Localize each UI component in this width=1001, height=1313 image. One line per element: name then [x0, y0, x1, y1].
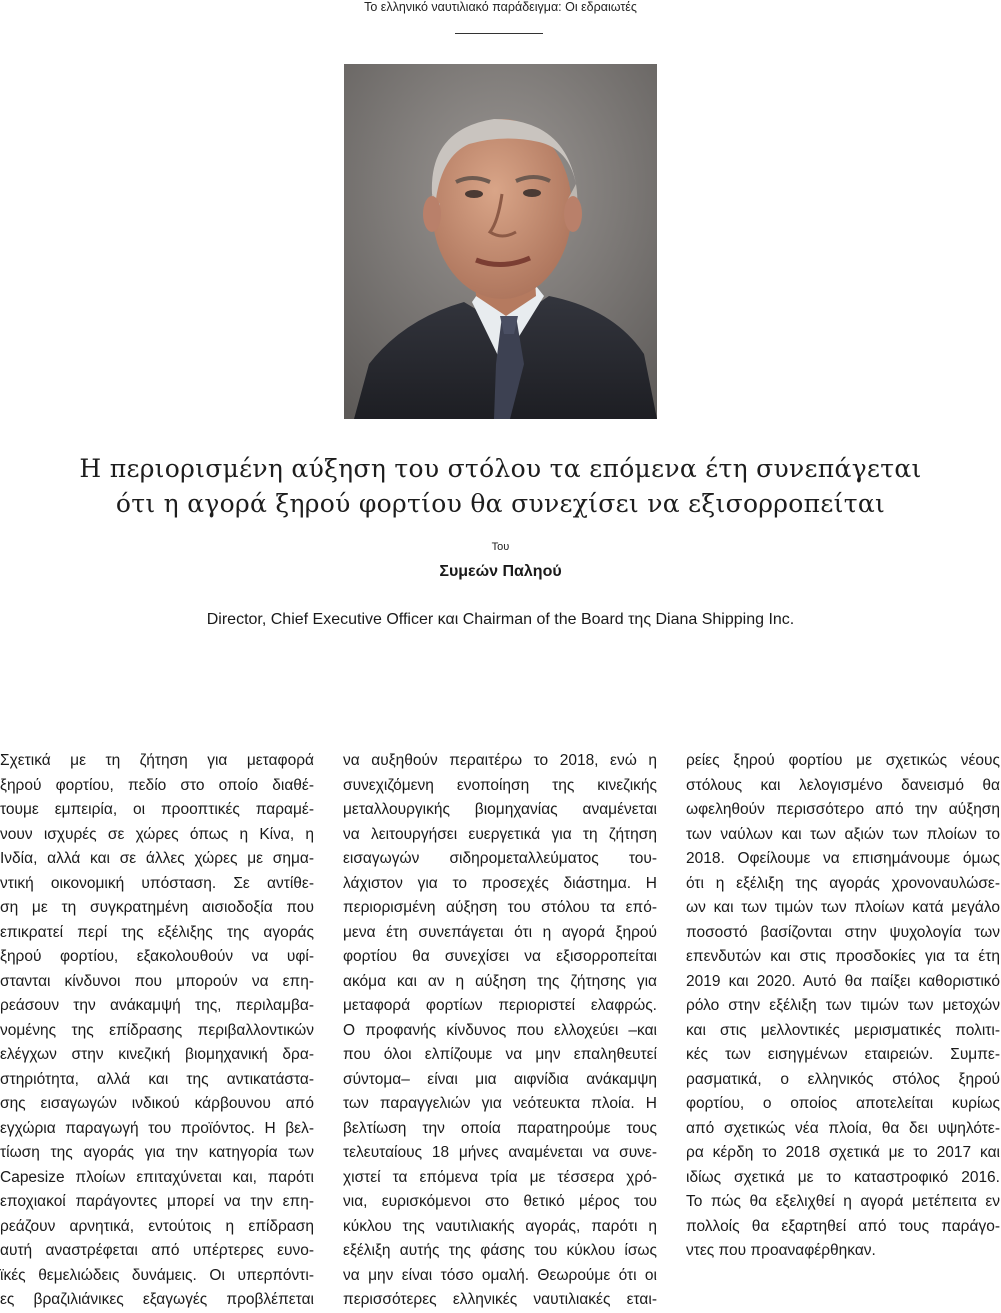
header-divider [455, 33, 543, 34]
text-line: ση με τη συγκρατημένη αισιοδοξία που [0, 899, 314, 916]
text-line: εποχιακοί παράγοντες μπορεί να την επη- [0, 1193, 314, 1210]
text-line: περιορισμένη αύξηση του στόλου τα επό- [343, 899, 657, 916]
text-line: φορτίου θα συνεχίσει να εξισορροπείται [343, 948, 657, 965]
text-line: αυτή αναστρέφεται από υπέρτερες ευνο- [0, 1242, 314, 1259]
text-line: από σχετικώς νέα πλοία, θα δει υψηλότε- [686, 1119, 1000, 1137]
text-line: νουν ισχυρές σε χώρες όπως η Κίνα, η [0, 825, 314, 843]
text-line: μεταφορά φορτίων περιοριστεί ελαφρώς. [343, 997, 657, 1014]
body-column-3 [686, 749, 1000, 1291]
title-line: Η περιορισμένη αύξηση του στόλου τα επόμενα έτη συνεπάγεται [79, 454, 922, 483]
text-line: κές των εισηγμένων εταιρειών. Συμπε- [686, 1046, 1000, 1063]
text-line: κύκλου της ναυτιλιακής αγοράς, παρότι η [343, 1217, 657, 1235]
text-line: ρα κέρδη το 2018 σχετικά με το 2017 και [686, 1144, 1000, 1161]
text-line: 2019 και 2020. Αυτό θα παίξει καθοριστικό [686, 972, 1000, 990]
text-line: και στις μελλοντικές μερισματικές πολιτι- [686, 1021, 1000, 1039]
text-line: των ναύλων και των αξιών των πλοίων το [686, 825, 1000, 843]
author-role: Director, Chief Executive Officer και Chairman of the Board της Diana Shipping Inc. [206, 611, 795, 628]
text-line: ξηρού φορτίου, εξακολουθούν να υφί- [0, 948, 314, 965]
text-line: των παραγγελιών για νεότευκτα πλοία. Η [343, 1095, 657, 1112]
text-line: στηριότητα, αλλά και της αντικατάστα- [0, 1070, 314, 1088]
text-line: ρεάσουν την ανάκαμψή της, περιλαμβα- [0, 997, 314, 1014]
text-line: 2018. Οφείλουμε να επισημάνουμε όμως [686, 850, 1000, 867]
text-line: σύντομα– είναι μια αιφνίδια ανάκαμψη [343, 1070, 657, 1088]
text-line: Σχετικά με τη ζήτηση για μεταφορά [0, 752, 314, 769]
text-line: ρόλο στην εξέλιξη των τιμών των μετοχών [686, 997, 1000, 1014]
text-line: λάχιστον για το προσεχές διάστημα. Η [343, 874, 657, 892]
text-line: ντες που προαναφέρθηκαν. [686, 1242, 876, 1259]
title-line: ότι η αγορά ξηρού φορτίου θα συνεχίσει να εξισορροπείται [115, 489, 886, 518]
text-line: Ινδία, αλλά και σε άλλες χώρες με σημα- [0, 850, 314, 867]
text-line: νια, ευρισκόμενοι στο θετικό μέρος του [343, 1193, 657, 1210]
text-line: μενα έτη συνεπάγεται ότι η αγορά ξηρού [343, 923, 657, 941]
text-line: ρεάζουν αρνητικά, εντούτοις η επίδραση [0, 1217, 314, 1235]
running-header: Το ελληνικό ναυτιλιακό παράδειγμα: Οι εδραιωτές [364, 0, 637, 14]
author-name: Συμεών Παληού [439, 563, 562, 580]
text-line: ντική οικονομική υπόσταση. Σε αντίθε- [0, 874, 314, 892]
text-line: ιδίως σχετικά με το καταστροφικό 2016. [686, 1168, 1000, 1186]
text-line: εξέλιξη αυτής της φάσης του κύκλου ίσως [343, 1242, 657, 1259]
portrait-illustration [344, 64, 657, 419]
text-line: στόλους και λελογισμένο δανεισμό θα [686, 776, 1000, 794]
text-line: επενδυτών και στις προσδοκίες για τα έτη [686, 948, 1000, 965]
text-line: ακόμα και αν η αύξηση της ζήτησης για [343, 972, 657, 990]
body-column-2 [343, 749, 657, 1308]
text-line: επικρατεί περί της εξέλιξης της αγοράς [0, 923, 314, 941]
text-line: τουμε εμπειρία, οι προοπτικές παραμέ- [0, 801, 314, 818]
text-line: ρείες ξηρού φορτίου με σχετικώς νέους [686, 752, 1000, 769]
text-line: Το πώς θα εξελιχθεί η αγορά μετέπειτα εν [686, 1193, 1000, 1210]
text-line: να μην είναι τόσο ομαλή. Θεωρούμε ότι οι [343, 1266, 657, 1284]
text-line: βελτίωση την οποία παρατηρούμε τους [343, 1119, 657, 1137]
text-line: εισαγωγών σιδηρομεταλλεύματος του- [343, 850, 657, 867]
text-line: να λειτουργήσει ευεργετικά για τη ζήτηση [343, 825, 657, 843]
text-line: στανται κίνδυνοι που μπορούν να επη- [0, 972, 314, 990]
text-line: ποσοστό βασίζονται στην ψυχολογία των [686, 923, 1000, 941]
text-line: τελευταίους 18 μήνες αναμένεται να συνε- [343, 1144, 657, 1161]
text-line: που όλοι ελπίζουμε να μην επαληθευτεί [343, 1046, 657, 1063]
text-line: χιστεί τα επόμενα τρία με τέσσερα χρό- [343, 1168, 657, 1186]
text-line: ϊκές θεμελιώδεις δυνάμεις. Οι υπερπόντι- [0, 1266, 314, 1284]
text-line: Capesize πλοίων επιταχύνεται και, παρότι [0, 1168, 314, 1186]
text-line: νομένης της επίδρασης περιβαλλοντικών [0, 1021, 314, 1039]
byline-label: Του [491, 541, 510, 553]
text-line: ωφεληθούν περισσότερο από την αύξηση [686, 801, 1000, 818]
article-title [0, 451, 1001, 521]
text-line: ότι η εξέλιξη της αγοράς χρονοναυλώσε- [686, 874, 1000, 892]
text-line: περισσότερες ελληνικές ναυτιλιακές εται- [343, 1291, 657, 1308]
text-line: να αυξηθούν περαιτέρω το 2018, ενώ η [343, 752, 657, 769]
text-line: ων και των τιμών των πλοίων κατά μεγάλο [686, 899, 1000, 916]
text-line: συνεχιζόμενη ενοποίηση της κινεζικής [343, 776, 657, 794]
text-line: πολλοίς θα εξαρτηθεί από τους παράγο- [686, 1217, 1000, 1235]
text-line: μεταλλουργικής βιομηχανίας αναμένεται [343, 801, 657, 818]
text-line: φορτίου, ο οποίος αποτελείται κυρίως [686, 1095, 1000, 1112]
text-line: σης εισαγωγών ινδικού κάρβουνου από [0, 1095, 314, 1112]
text-line: ρασματικά, ο ελληνικός στόλος ξηρού [686, 1070, 1000, 1088]
text-line: ξηρού φορτίου, πεδίο στο οποίο διαθέ- [0, 776, 314, 794]
portrait-photo [344, 64, 657, 419]
text-line: ες βραζιλιάνικες εξαγωγές προβλέπεται [0, 1291, 314, 1308]
text-line: εγχώρια παραγωγή του προϊόντος. Η βελ- [0, 1119, 314, 1137]
text-line: ελέγχων στην κινεζική βιομηχανική δρα- [0, 1046, 314, 1063]
body-column-1 [0, 749, 314, 1308]
text-line: τίωση της αγοράς για την κατηγορία των [0, 1144, 314, 1161]
text-line: Ο προφανής κίνδυνος που ελλοχεύει –και [343, 1021, 657, 1039]
